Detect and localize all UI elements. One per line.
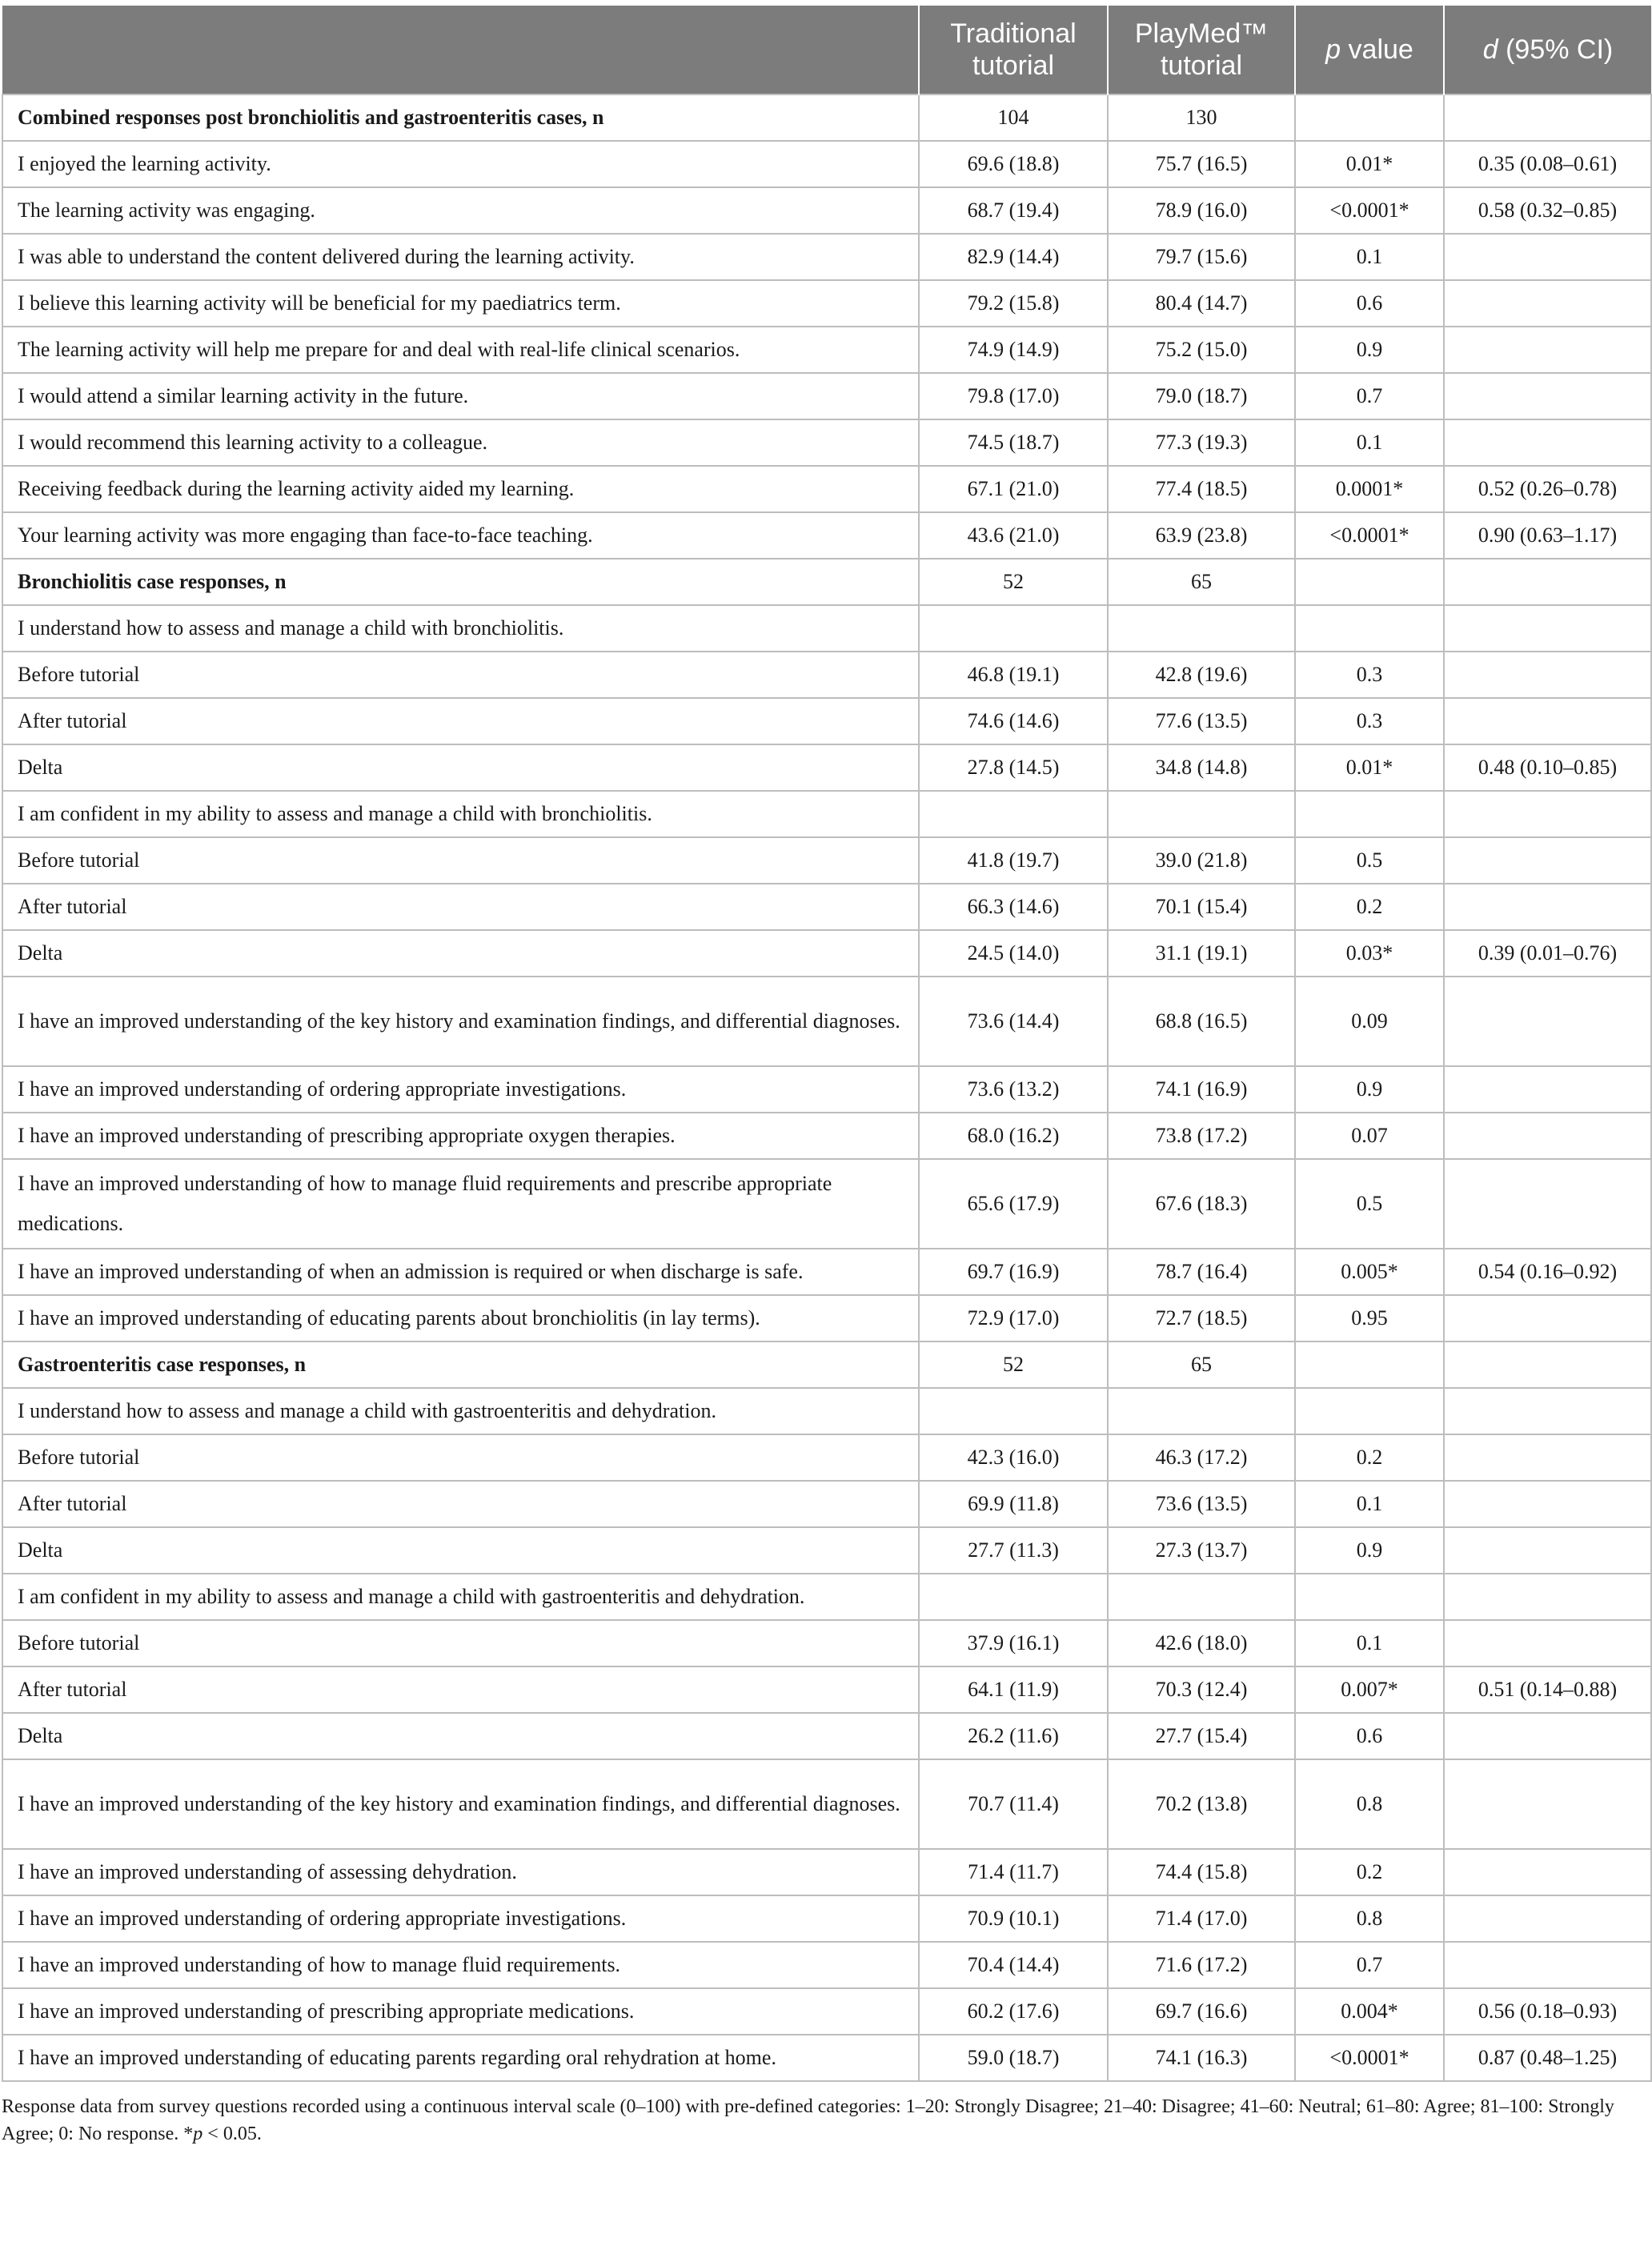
traditional-value: 64.1 (11.9) [919,1666,1108,1713]
playmed-value: 68.8 (16.5) [1108,977,1295,1066]
traditional-value: 42.3 (16.0) [919,1434,1108,1481]
playmed-value: 77.6 (13.5) [1108,698,1295,744]
effect-size-ci [1444,1113,1651,1159]
playmed-value: 78.9 (16.0) [1108,187,1295,234]
p-value: 0.2 [1295,1434,1444,1481]
effect-size-ci [1444,1481,1651,1527]
traditional-value [919,1574,1108,1620]
playmed-value: 75.7 (16.5) [1108,141,1295,187]
traditional-value [919,791,1108,837]
playmed-value: 34.8 (14.8) [1108,744,1295,791]
row-label: I am confident in my ability to assess and manage a child with bronchiolitis. [2,791,919,837]
playmed-value: 27.3 (13.7) [1108,1527,1295,1574]
table-row [2,977,1651,1066]
p-value [1295,791,1444,837]
traditional-value: 41.8 (19.7) [919,837,1108,884]
effect-size-ci [1444,559,1651,605]
p-value: 0.01* [1295,744,1444,791]
table-row [2,234,1651,280]
effect-size-ci [1444,1895,1651,1942]
effect-size-ci: 0.48 (0.10–0.85) [1444,744,1651,791]
row-label: I understand how to assess and manage a child with gastroenteritis and dehydration. [2,1388,919,1434]
row-label: I would recommend this learning activity to a colleague. [2,419,919,466]
row-label: I have an improved understanding of ordering appropriate investigations. [2,1066,919,1113]
table-row [2,466,1651,512]
row-label: After tutorial [2,1481,919,1527]
section-row [2,559,1651,605]
footnote-tail: < 0.05. [202,2124,262,2144]
table-footnote [2,2093,1650,2148]
effect-size-ci [1444,373,1651,419]
p-value: 0.6 [1295,1713,1444,1759]
table-header-row [2,6,1651,94]
row-label: After tutorial [2,698,919,744]
table-row [2,652,1651,698]
traditional-value: 79.8 (17.0) [919,373,1108,419]
header-playmed-tutorial: PlayMed™ tutorial [1108,6,1295,94]
traditional-value: 68.7 (19.4) [919,187,1108,234]
effect-size-ci [1444,1295,1651,1342]
row-label: I am confident in my ability to assess and manage a child with gastroenteritis and dehydration. [2,1574,919,1620]
effect-size-ci [1444,837,1651,884]
row-label: I have an improved understanding of educating parents about bronchiolitis (in lay terms). [2,1295,919,1342]
row-label: Before tutorial [2,652,919,698]
playmed-value: 75.2 (15.0) [1108,327,1295,373]
playmed-value: 39.0 (21.8) [1108,837,1295,884]
table-row [2,1988,1651,2035]
p-value: 0.5 [1295,837,1444,884]
p-value: 0.7 [1295,1942,1444,1988]
table-container [2,6,1650,2148]
playmed-value [1108,1574,1295,1620]
row-label: Delta [2,744,919,791]
effect-size-ci [1444,280,1651,327]
p-value [1295,94,1444,141]
p-value: 0.8 [1295,1759,1444,1849]
table-row [2,1388,1651,1434]
p-value: 0.005* [1295,1249,1444,1295]
row-label: Before tutorial [2,1434,919,1481]
playmed-value: 73.6 (13.5) [1108,1481,1295,1527]
traditional-value: 82.9 (14.4) [919,234,1108,280]
p-value: 0.3 [1295,698,1444,744]
p-value: 0.5 [1295,1159,1444,1249]
p-value: 0.09 [1295,977,1444,1066]
row-label: The learning activity was engaging. [2,187,919,234]
table-row [2,1434,1651,1481]
p-value: 0.7 [1295,373,1444,419]
effect-size-ci: 0.56 (0.18–0.93) [1444,1988,1651,2035]
traditional-value: 69.6 (18.8) [919,141,1108,187]
effect-size-ci: 0.87 (0.48–1.25) [1444,2035,1651,2081]
traditional-value: 68.0 (16.2) [919,1113,1108,1159]
table-row [2,698,1651,744]
row-label: I would attend a similar learning activity in the future. [2,373,919,419]
p-value: 0.6 [1295,280,1444,327]
effect-size-ci: 0.90 (0.63–1.17) [1444,512,1651,559]
p-value: <0.0001* [1295,512,1444,559]
effect-size-ci [1444,94,1651,141]
p-value: 0.8 [1295,1895,1444,1942]
traditional-value: 70.9 (10.1) [919,1895,1108,1942]
row-label: Combined responses post bronchiolitis and gastroenteritis cases, n [2,94,919,141]
row-label: After tutorial [2,884,919,930]
playmed-value [1108,1388,1295,1434]
effect-size-ci: 0.52 (0.26–0.78) [1444,466,1651,512]
traditional-value: 65.6 (17.9) [919,1159,1108,1249]
row-label: I understand how to assess and manage a child with bronchiolitis. [2,605,919,652]
traditional-value: 59.0 (18.7) [919,2035,1108,2081]
row-label: Delta [2,1713,919,1759]
section-row [2,1342,1651,1388]
row-label: Before tutorial [2,1620,919,1666]
effect-size-ci: 0.35 (0.08–0.61) [1444,141,1651,187]
effect-size-ci [1444,1713,1651,1759]
traditional-value: 73.6 (13.2) [919,1066,1108,1113]
playmed-value: 63.9 (23.8) [1108,512,1295,559]
playmed-value: 27.7 (15.4) [1108,1713,1295,1759]
effect-size-ci [1444,884,1651,930]
effect-size-ci [1444,1388,1651,1434]
p-value: 0.1 [1295,234,1444,280]
table-row [2,1759,1651,1849]
playmed-value: 77.4 (18.5) [1108,466,1295,512]
table-row [2,1066,1651,1113]
playmed-value [1108,605,1295,652]
table-row [2,884,1651,930]
row-label: Your learning activity was more engaging than face-to-face teaching. [2,512,919,559]
p-value: 0.9 [1295,1527,1444,1574]
row-label: I have an improved understanding of when an admission is required or when discharge is safe. [2,1249,919,1295]
p-value: 0.1 [1295,1481,1444,1527]
table-row [2,1849,1651,1895]
effect-size-ci: 0.51 (0.14–0.88) [1444,1666,1651,1713]
p-value [1295,559,1444,605]
table-row [2,141,1651,187]
row-label: Receiving feedback during the learning activity aided my learning. [2,466,919,512]
traditional-value: 69.9 (11.8) [919,1481,1108,1527]
traditional-value: 73.6 (14.4) [919,977,1108,1066]
playmed-value: 79.7 (15.6) [1108,234,1295,280]
playmed-value: 74.1 (16.9) [1108,1066,1295,1113]
table-row [2,2035,1651,2081]
playmed-value: 69.7 (16.6) [1108,1988,1295,2035]
effect-size-ci [1444,1759,1651,1849]
effect-size-ci [1444,234,1651,280]
p-value: <0.0001* [1295,187,1444,234]
p-value: 0.95 [1295,1295,1444,1342]
row-label: I have an improved understanding of how to manage fluid requirements. [2,1942,919,1988]
row-label: I have an improved understanding of the key history and examination findings, and differential diagnoses. [2,1759,919,1849]
footnote-main: Response data from survey questions recorded using a continuous interval scale (0–100) with pre-defined categories: 1–20: Strongly Disagree; 21–40: Disagree; 41–60: Neutral; 61–80: Agree; 81–100: Strongly Agree; 0: No response. * [2,2096,1614,2144]
table-row [2,512,1651,559]
effect-size-ci [1444,791,1651,837]
p-value: 0.1 [1295,1620,1444,1666]
p-value: 0.3 [1295,652,1444,698]
effect-size-ci [1444,605,1651,652]
header-effect-size [1444,6,1651,94]
table-row [2,744,1651,791]
p-value: 0.2 [1295,1849,1444,1895]
row-label: I was able to understand the content delivered during the learning activity. [2,234,919,280]
p-value: 0.2 [1295,884,1444,930]
traditional-value: 37.9 (16.1) [919,1620,1108,1666]
effect-size-ci [1444,1159,1651,1249]
playmed-value: 67.6 (18.3) [1108,1159,1295,1249]
row-label: I believe this learning activity will be beneficial for my paediatrics term. [2,280,919,327]
playmed-value: 71.6 (17.2) [1108,1942,1295,1988]
traditional-value: 74.9 (14.9) [919,327,1108,373]
table-row [2,187,1651,234]
playmed-value: 70.1 (15.4) [1108,884,1295,930]
traditional-value: 74.5 (18.7) [919,419,1108,466]
table-row [2,1527,1651,1574]
playmed-value: 42.6 (18.0) [1108,1620,1295,1666]
p-value [1295,1388,1444,1434]
effect-size-ci [1444,1942,1651,1988]
table-row [2,930,1651,977]
row-label: Delta [2,1527,919,1574]
effect-size-ci: 0.58 (0.32–0.85) [1444,187,1651,234]
effect-size-ci [1444,419,1651,466]
table-row [2,1295,1651,1342]
effect-size-ci [1444,1527,1651,1574]
effect-size-ci [1444,1066,1651,1113]
p-value [1295,1342,1444,1388]
row-label: The learning activity will help me prepare for and deal with real-life clinical scenarios. [2,327,919,373]
p-value: 0.004* [1295,1988,1444,2035]
traditional-value: 74.6 (14.6) [919,698,1108,744]
table-row [2,327,1651,373]
table-row [2,605,1651,652]
traditional-value: 66.3 (14.6) [919,884,1108,930]
traditional-value: 24.5 (14.0) [919,930,1108,977]
footnote-p-italic: p [193,2124,203,2144]
header-d-rest: (95% CI) [1498,34,1614,65]
row-label: I have an improved understanding of the key history and examination findings, and differential diagnoses. [2,977,919,1066]
table-row [2,1574,1651,1620]
p-value: 0.9 [1295,1066,1444,1113]
p-value: 0.01* [1295,141,1444,187]
traditional-value: 79.2 (15.8) [919,280,1108,327]
effect-size-ci [1444,977,1651,1066]
playmed-value: 70.2 (13.8) [1108,1759,1295,1849]
playmed-value [1108,791,1295,837]
effect-size-ci [1444,1342,1651,1388]
row-label: Before tutorial [2,837,919,884]
effect-size-ci [1444,1620,1651,1666]
p-value: 0.1 [1295,419,1444,466]
traditional-value: 70.7 (11.4) [919,1759,1108,1849]
playmed-value: 77.3 (19.3) [1108,419,1295,466]
p-value [1295,1574,1444,1620]
row-label: Gastroenteritis case responses, n [2,1342,919,1388]
traditional-value: 70.4 (14.4) [919,1942,1108,1988]
header-p-rest: value [1341,34,1413,65]
table-row [2,1942,1651,1988]
traditional-value [919,1388,1108,1434]
traditional-value [919,605,1108,652]
playmed-value: 130 [1108,94,1295,141]
effect-size-ci: 0.39 (0.01–0.76) [1444,930,1651,977]
table-row [2,1713,1651,1759]
table-row [2,1666,1651,1713]
p-value: 0.0001* [1295,466,1444,512]
row-label: Bronchiolitis case responses, n [2,559,919,605]
table-row [2,791,1651,837]
traditional-value: 27.7 (11.3) [919,1527,1108,1574]
table-row [2,280,1651,327]
section-row [2,94,1651,141]
playmed-value: 74.1 (16.3) [1108,2035,1295,2081]
traditional-value: 60.2 (17.6) [919,1988,1108,2035]
effect-size-ci [1444,1434,1651,1481]
table-row [2,419,1651,466]
effect-size-ci: 0.54 (0.16–0.92) [1444,1249,1651,1295]
header-question [2,6,919,94]
playmed-value: 74.4 (15.8) [1108,1849,1295,1895]
header-traditional-tutorial: Traditional tutorial [919,6,1108,94]
traditional-value: 71.4 (11.7) [919,1849,1108,1895]
table-row [2,1159,1651,1249]
effect-size-ci [1444,698,1651,744]
effect-size-ci [1444,652,1651,698]
table-body [2,94,1651,2081]
p-value: <0.0001* [1295,2035,1444,2081]
p-value: 0.03* [1295,930,1444,977]
playmed-value: 65 [1108,1342,1295,1388]
traditional-value: 52 [919,1342,1108,1388]
table-row [2,1895,1651,1942]
traditional-value: 43.6 (21.0) [919,512,1108,559]
playmed-value: 72.7 (18.5) [1108,1295,1295,1342]
row-label: I have an improved understanding of ordering appropriate investigations. [2,1895,919,1942]
traditional-value: 104 [919,94,1108,141]
traditional-value: 69.7 (16.9) [919,1249,1108,1295]
playmed-value: 70.3 (12.4) [1108,1666,1295,1713]
traditional-value: 46.8 (19.1) [919,652,1108,698]
traditional-value: 52 [919,559,1108,605]
playmed-value: 42.8 (19.6) [1108,652,1295,698]
row-label: I have an improved understanding of prescribing appropriate medications. [2,1988,919,2035]
row-label: I have an improved understanding of educating parents regarding oral rehydration at home. [2,2035,919,2081]
playmed-value: 80.4 (14.7) [1108,280,1295,327]
playmed-value: 78.7 (16.4) [1108,1249,1295,1295]
traditional-value: 26.2 (11.6) [919,1713,1108,1759]
row-label: After tutorial [2,1666,919,1713]
header-p-italic: p [1325,34,1341,65]
row-label: I have an improved understanding of how to manage fluid requirements and prescribe appropriate medications. [2,1159,919,1249]
effect-size-ci [1444,1849,1651,1895]
playmed-value: 65 [1108,559,1295,605]
playmed-value: 79.0 (18.7) [1108,373,1295,419]
table-row [2,373,1651,419]
traditional-value: 72.9 (17.0) [919,1295,1108,1342]
traditional-value: 67.1 (21.0) [919,466,1108,512]
p-value: 0.9 [1295,327,1444,373]
effect-size-ci [1444,327,1651,373]
survey-results-table [2,6,1652,2082]
table-row [2,1620,1651,1666]
row-label: I enjoyed the learning activity. [2,141,919,187]
row-label: I have an improved understanding of prescribing appropriate oxygen therapies. [2,1113,919,1159]
table-row [2,837,1651,884]
p-value [1295,605,1444,652]
header-p-value [1295,6,1444,94]
table-row [2,1481,1651,1527]
row-label: Delta [2,930,919,977]
table-row [2,1249,1651,1295]
playmed-value: 73.8 (17.2) [1108,1113,1295,1159]
p-value: 0.07 [1295,1113,1444,1159]
traditional-value: 27.8 (14.5) [919,744,1108,791]
playmed-value: 31.1 (19.1) [1108,930,1295,977]
header-d-italic: d [1482,34,1498,65]
p-value: 0.007* [1295,1666,1444,1713]
playmed-value: 71.4 (17.0) [1108,1895,1295,1942]
row-label: I have an improved understanding of assessing dehydration. [2,1849,919,1895]
table-row [2,1113,1651,1159]
effect-size-ci [1444,1574,1651,1620]
playmed-value: 46.3 (17.2) [1108,1434,1295,1481]
